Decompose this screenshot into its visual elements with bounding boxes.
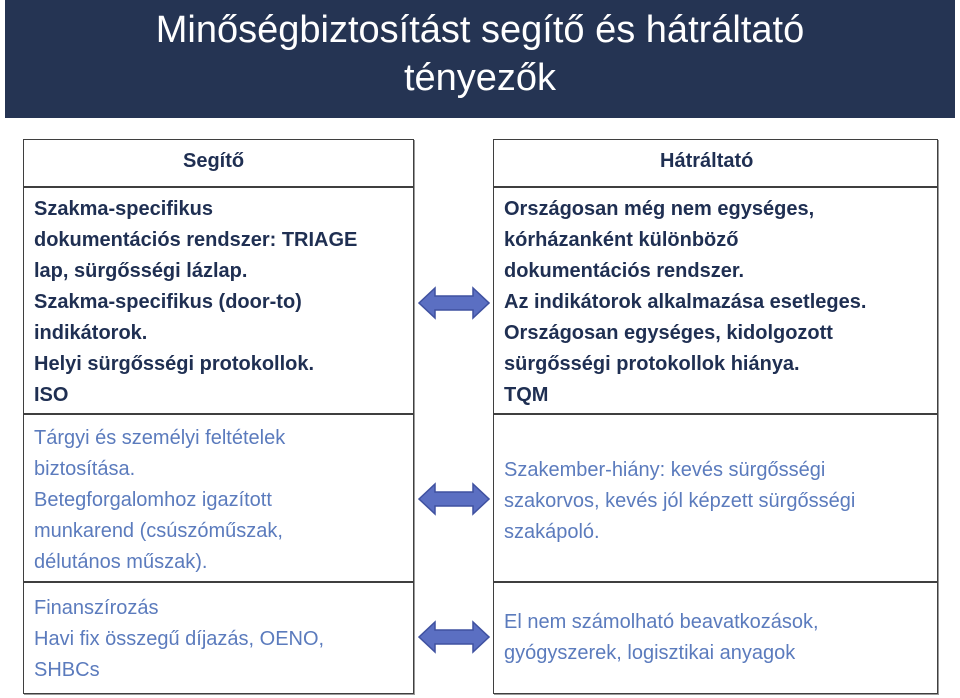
text-line: El nem számolható beavatkozások, [504, 611, 819, 633]
left-block-2-text [34, 423, 413, 578]
right-block-1-text [504, 194, 937, 411]
text-line: SHBCs [34, 659, 100, 681]
text-line: sürgősségi protokollok hiánya. [504, 353, 800, 375]
right-block-3-text [504, 607, 937, 669]
text-line: Szakma-specifikus [34, 198, 213, 220]
text-line: szakápoló. [504, 521, 600, 543]
double-arrow-icon [418, 482, 490, 516]
text-line: Finanszírozás [34, 597, 159, 619]
double-arrow-icon [418, 620, 490, 654]
text-line: biztosítása. [34, 458, 136, 480]
right-header-box [493, 139, 938, 187]
text-line: Szakember-hiány: kevés sürgősségi [504, 459, 826, 481]
left-header: Segítő [183, 150, 245, 172]
left-block-2 [23, 414, 414, 582]
right-block-3 [493, 582, 938, 694]
text-line: Tárgyi és személyi feltételek [34, 427, 286, 449]
text-line: délutános műszak). [34, 551, 208, 573]
right-header: Hátráltató [660, 150, 754, 172]
text-line: Az indikátorok alkalmazása esetleges. [504, 291, 867, 313]
slide-title-line-1: Minőségbiztosítást segítő és hátráltató [155, 9, 805, 51]
text-line: Helyi sürgősségi protokollok. [34, 353, 315, 375]
text-line: kórházanként különböző [504, 229, 739, 251]
text-line: Betegforgalomhoz igazított [34, 489, 272, 511]
left-block-3-text [34, 593, 413, 686]
slide-title [5, 0, 955, 102]
slide-title-line-2: tényezők [403, 57, 557, 99]
text-line: gyógyszerek, logisztikai anyagok [504, 642, 796, 664]
text-line: munkarend (csúszóműszak, [34, 520, 283, 542]
text-line: Országosan még nem egységes, [504, 198, 815, 220]
right-block-2-text [504, 455, 937, 548]
text-line: Szakma-specifikus (door-to) [34, 291, 302, 313]
text-line: Havi fix összegű díjazás, OENO, [34, 628, 325, 650]
right-block-2 [493, 414, 938, 582]
text-line: Országosan egységes, kidolgozott [504, 322, 833, 344]
left-block-3 [23, 582, 414, 694]
text-line: indikátorok. [34, 322, 148, 344]
title-banner [5, 0, 955, 118]
text-line: dokumentációs rendszer: TRIAGE [34, 229, 358, 251]
left-header-box [23, 139, 414, 187]
text-line: lap, sürgősségi lázlap. [34, 260, 248, 282]
text-line: szakorvos, kevés jól képzett sürgősségi [504, 490, 856, 512]
text-line: ISO [34, 384, 69, 406]
left-block-1 [23, 187, 414, 414]
double-arrow-icon [418, 286, 490, 320]
left-block-1-text [34, 194, 413, 411]
text-line: dokumentációs rendszer. [504, 260, 745, 282]
text-line: TQM [504, 384, 549, 406]
right-block-1 [493, 187, 938, 414]
